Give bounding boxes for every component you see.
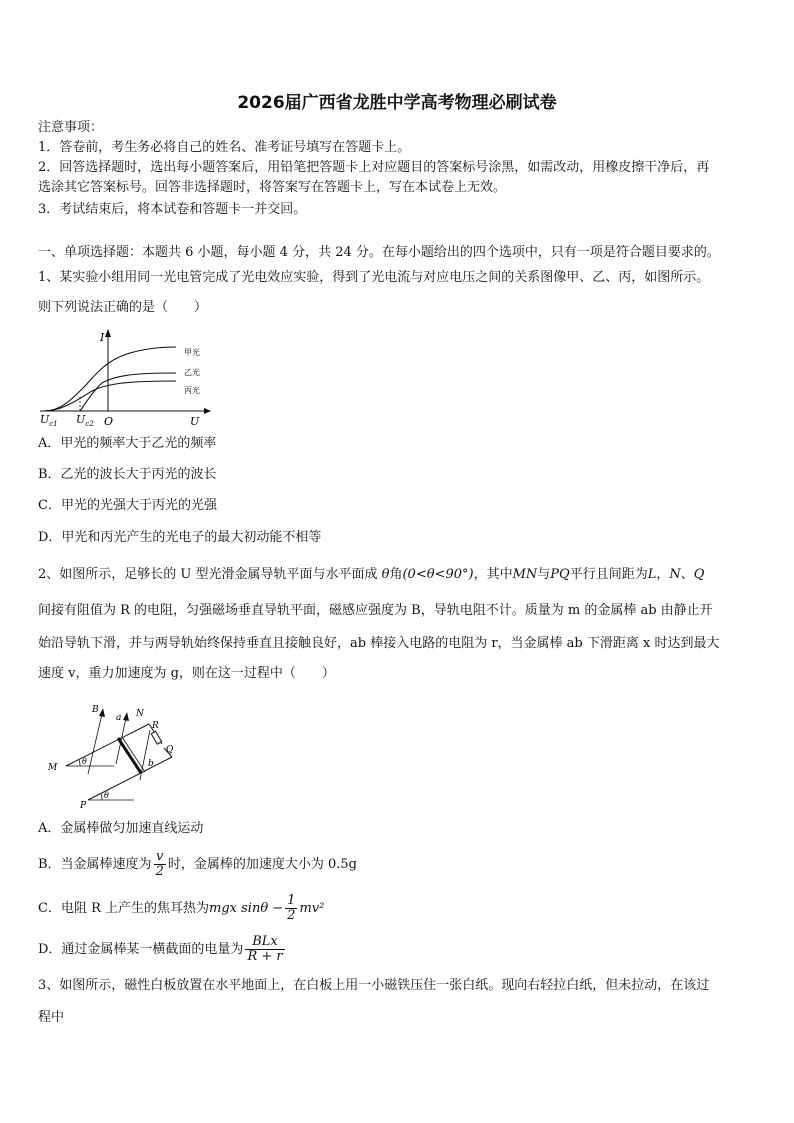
curve-yi [80, 373, 176, 411]
q2-option-a: A．金属棒做匀加速直线运动 [38, 821, 204, 836]
label-q: Q [166, 745, 174, 755]
label-p: P [80, 801, 87, 810]
q2-option-b: B．当金属棒速度为 $\frac{v}{2}$ 时，金属棒的加速度大小为 0.5g [38, 849, 357, 879]
x-axis-label: U [190, 415, 200, 428]
field-line-1 [88, 714, 102, 774]
q1-option-d: D．甲光和丙光产生的光电子的最大初动能不相等 [38, 530, 322, 545]
notice-item-1: 1．答卷前，考生务必将自己的姓名、准考证号填写在答题卡上。 [38, 140, 411, 155]
q2-option-c: C．电阻 R 上产生的焦耳热为mgx sinθ − $\frac{1}{2}$ mv² [38, 893, 325, 923]
q2-stem-line1: 2、如图所示，足够长的 U 型光滑金属导轨平面与水平面成 θ角(0<θ<90°)，其中MN与PQ平行且间距为L，N、Q [38, 567, 705, 582]
legend-bing: 丙光 [184, 386, 200, 395]
y-axis-arrow [105, 329, 111, 337]
label-b-end: b [148, 759, 154, 769]
field-arrow-2 [123, 712, 129, 721]
x-axis-arrow [204, 408, 211, 414]
label-n: N [136, 709, 144, 719]
notice-heading: 注意事项： [38, 120, 104, 135]
q1-option-a: A．甲光的频率大于乙光的频率 [38, 436, 217, 451]
q2-stem-line4: 速度 v，重力加速度为 g，则在这一过程中（ ） [38, 666, 335, 681]
label-b-field: B [92, 705, 99, 715]
legend-jia: 甲光 [184, 348, 200, 357]
notice-item-3: 3．考试结束后，将本试卷和答题卡一并交回。 [38, 202, 307, 217]
curve-bing [44, 381, 176, 411]
label-theta-1: θ [82, 757, 87, 766]
y-axis-label: I [100, 331, 105, 344]
field-arrow-1 [99, 708, 105, 717]
metal-rod [118, 738, 141, 773]
section-heading: 一、单项选择题：本题共 6 小题，每小题 4 分，共 24 分。在每小题给出的四个选项中，只有一项是符合题目要求的。 [38, 245, 720, 260]
q2-stem-line2: 间接有阻值为 R 的电阻，匀强磁场垂直导轨平面，磁感应强度为 B，导轨电阻不计。质量为 m 的金属棒 ab 由静止开 [38, 603, 713, 618]
legend-yi: 乙光 [184, 368, 200, 377]
label-r: R [152, 721, 159, 731]
resistor [151, 731, 161, 744]
q2-stem-line3: 始沿导轨下滑，并与两导轨始终保持垂直且接触良好，ab 棒接入电路的电阻为 r，当金属棒 ab 下滑距离 x 时达到最大 [38, 636, 720, 651]
q1-stem-cont: 则下列说法正确的是（ ） [38, 300, 208, 315]
notice-item-2-cont: 选涂其它答案标号。回答非选择题时，将答案写在答题卡上，写在本试卷上无效。 [38, 180, 507, 195]
uc2-label: $U_{c2}$ [76, 413, 94, 428]
q1-option-b: B．乙光的波长大于丙光的波长 [38, 467, 217, 482]
q1-stem: 1、某实验小组用同一光电管完成了光电效应实验，得到了光电流与对应电压之间的关系图像甲、乙、丙，如图所示。 [38, 270, 710, 285]
angle-arc-1 [79, 760, 80, 766]
origin-label: O [104, 415, 114, 428]
angle-arc-2 [101, 794, 102, 800]
q2-rail-figure [44, 700, 194, 810]
q1-photocurrent-graph [36, 325, 216, 430]
label-m: M [48, 763, 58, 773]
field-line-3 [140, 730, 150, 780]
page-title: 2026届广西省龙胜中学高考物理必刷试卷 [237, 93, 557, 113]
label-a: a [116, 713, 122, 723]
q1-option-c: C．甲光的光强大于丙光的光强 [38, 498, 217, 513]
rail-pq [88, 757, 172, 800]
metal-rod-edge [122, 737, 145, 772]
q3-stem-line2: 程中 [38, 1010, 65, 1025]
notice-item-2: 2．回答选择题时，选出每小题答案后，用铅笔把答题卡上对应题目的答案标号涂黑，如需改动，用橡皮擦干净后，再 [38, 160, 710, 175]
uc1-label: $U_{c1}$ [40, 413, 58, 428]
label-theta-2: θ [104, 791, 109, 800]
q3-stem-line1: 3、如图所示，磁性白板放置在水平地面上，在白板上用一小磁铁压住一张白纸。现向右轻拉白纸，但未拉动，在该过 [38, 978, 710, 993]
q2-option-d: D．通过金属棒某一横截面的电量为 $\frac{\text{BLx}}{R + r}$ [38, 934, 283, 964]
